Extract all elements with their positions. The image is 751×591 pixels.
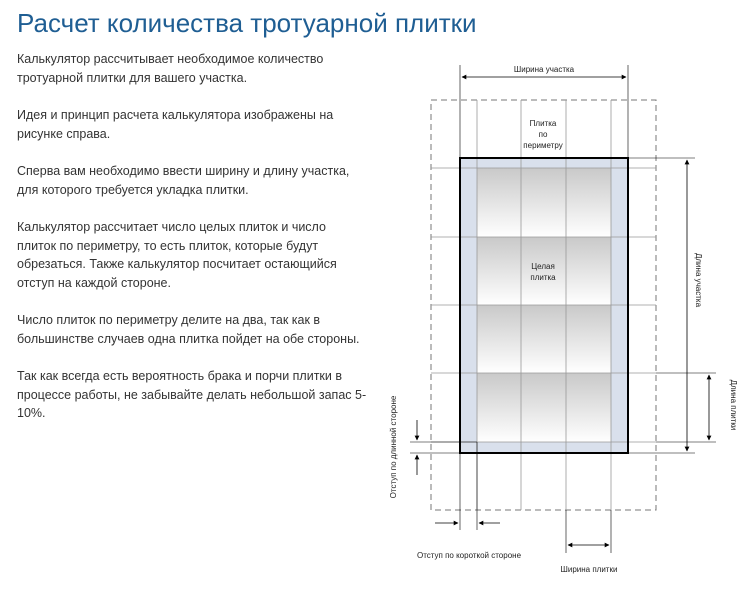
label-perimeter-1: Плитка [529, 119, 557, 128]
label-perimeter-2: по [538, 130, 548, 139]
paragraph-result: Калькулятор рассчитает число целых плиток и число плиток по периметру, то есть плиток, которые будут обрезаться. Также калькулятор посчитает остающийся отступ на каждой стороне. [17, 220, 337, 290]
label-plot-width: Ширина участка [513, 65, 575, 74]
label-plot-length: Длина участка [694, 252, 703, 308]
paragraph-input: Сперва вам необходимо ввести ширину и длину участка, для которого требуется укладка плитки. [17, 164, 350, 197]
label-whole-1: Целая [531, 262, 555, 271]
label-offset-long: Отступ по длинной стороне [389, 395, 398, 499]
paragraph-perimeter: Число плиток по периметру делите на два, так как в большинстве случаев одна плитка пойдет на обе стороны. [17, 313, 360, 346]
label-offset-short: Отступ по короткой стороне [416, 551, 522, 560]
page-title: Расчет количества тротуарной плитки [17, 8, 477, 38]
description [17, 50, 367, 442]
label-tile-length: Длина плитки [729, 379, 738, 431]
tile-diagram [370, 55, 750, 585]
paragraph-intro: Калькулятор рассчитывает необходимое количество тротуарной плитки для вашего участка. [17, 52, 324, 85]
paragraph-reserve: Так как всегда есть вероятность брака и порчи плитки в процессе работы, не забывайте делать небольшой запас 5-10%. [17, 369, 367, 420]
label-whole-2: плитка [530, 273, 556, 282]
label-tile-width: Ширина плитки [560, 565, 618, 574]
label-perimeter-3: периметру [523, 141, 563, 150]
paragraph-idea: Идея и принцип расчета калькулятора изображены на рисунке справа. [17, 108, 334, 141]
